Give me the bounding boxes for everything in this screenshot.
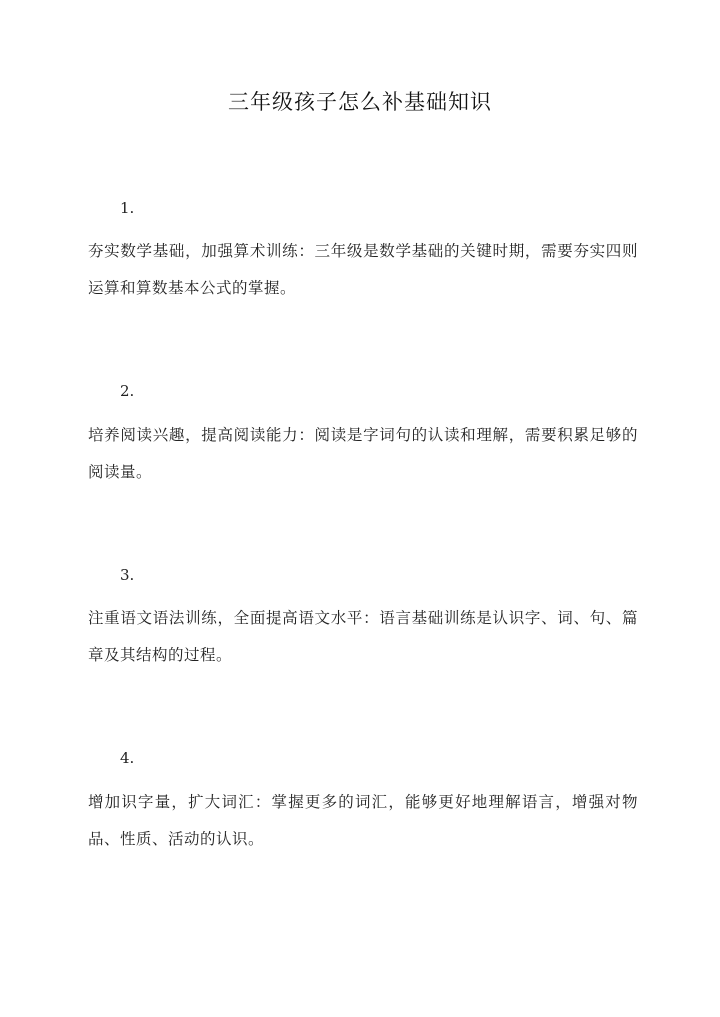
item-text-2: 培养阅读兴趣，提高阅读能力：阅读是字词句的认读和理解，需要积累足够的阅读量。 <box>88 426 638 481</box>
item-text-1: 夯实数学基础，加强算术训练：三年级是数学基础的关键时期，需要夯实四则运算和算数基本公式的掌握。 <box>88 242 638 297</box>
item-number-2: 2. <box>120 382 135 400</box>
item-number-1: 1. <box>120 199 135 217</box>
item-number-4: 4. <box>120 749 135 767</box>
item-text-4: 增加识字量，扩大词汇：掌握更多的词汇，能够更好地理解语言，增强对物品、性质、活动的认识。 <box>88 793 638 848</box>
document-title: 三年级孩子怎么补基础知识 <box>228 90 492 114</box>
item-number-3: 3. <box>120 566 135 584</box>
item-text-3: 注重语文语法训练，全面提高语文水平：语言基础训练是认识字、词、句、篇章及其结构的过程。 <box>88 609 638 664</box>
